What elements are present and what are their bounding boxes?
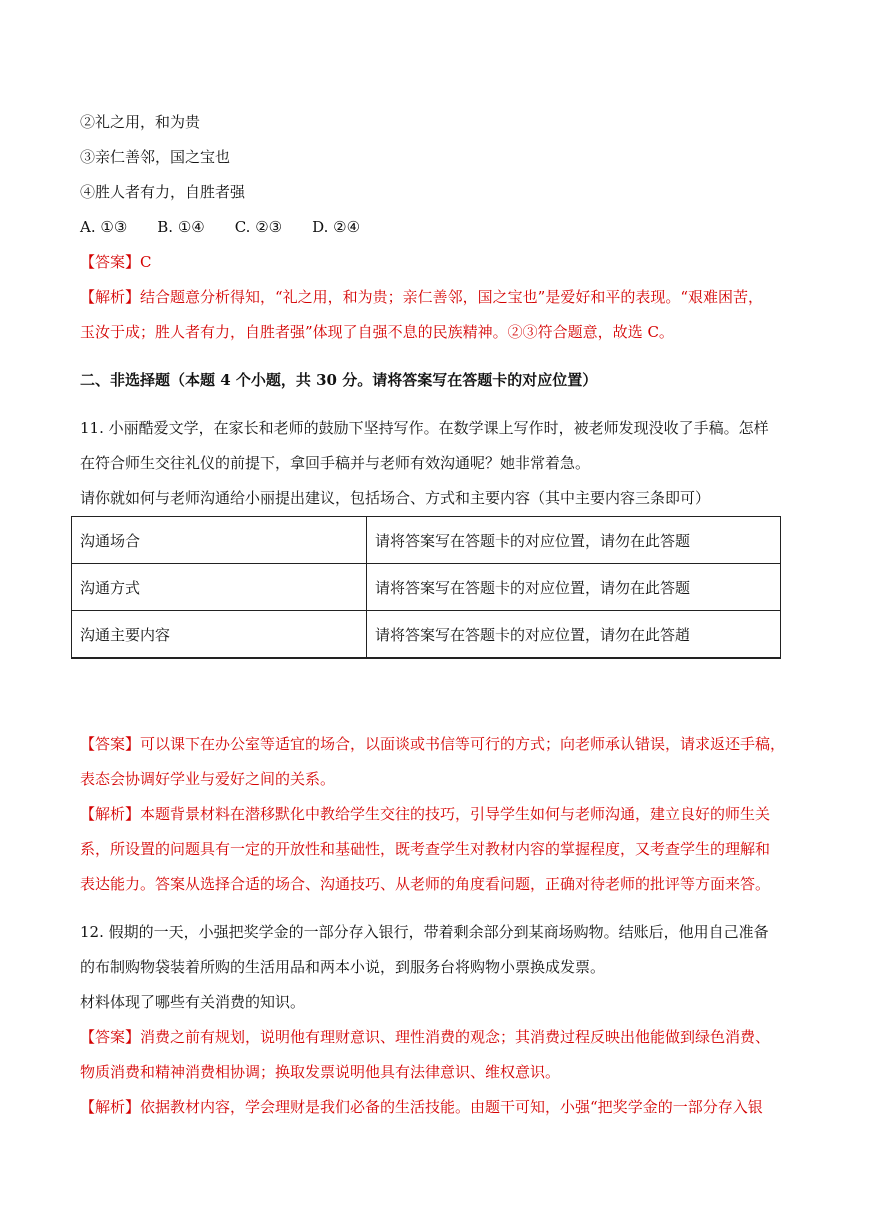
answer-text: C xyxy=(140,253,152,271)
analysis-text: 结合题意分析得知，“礼之用，和为贵；亲仁善邻，国之宝也”是爱好和平的表现。“艰难困苦， xyxy=(140,288,764,306)
row-value: 请将答案写在答题卡的对应位置，请勿在此答题 xyxy=(367,564,781,611)
q11-analysis-line-2: 系，所设置的问题具有一定的开放性和基础性，既考查学生对教材内容的掌握程度，又考查学生的理解和 xyxy=(80,840,771,858)
answer-tag: 【答案】 xyxy=(80,253,141,271)
row-value: 请将答案写在答题卡的对应位置，请勿在此答趙 xyxy=(367,611,781,659)
q12-line-1: 12. 假期的一天，小强把奖学金的一部分存入银行，带着剩余部分到某商场购物。结账后，他用自己准备 xyxy=(80,923,769,941)
analysis-text: 依据教材内容，学会理财是我们必备的生活技能。由题干可知，小强“把奖学金的一部分存入银 xyxy=(140,1098,763,1116)
row-value: 请将答案写在答题卡的对应位置，请勿在此答题 xyxy=(367,517,781,564)
option-4: ④胜人者有力，自胜者强 xyxy=(80,183,246,201)
q11-answer-line-2: 表态会协调好学业与爱好之间的关系。 xyxy=(80,770,336,788)
q12-answer-line-1 xyxy=(80,1027,770,1047)
communication-table xyxy=(71,516,781,659)
q11-answer-line-1 xyxy=(80,734,785,754)
q12-answer-line-2: 物质消费和精神消费相协调；换取发票说明他具有法律意识、维权意识。 xyxy=(80,1063,561,1081)
q12-analysis-line-1 xyxy=(80,1097,763,1117)
analysis-tag: 【解析】 xyxy=(80,1098,141,1116)
option-2: ②礼之用，和为贵 xyxy=(80,113,201,131)
q11-analysis-line-1 xyxy=(80,804,770,824)
q12-line-2: 的布制购物袋装着所购的生活用品和两本小说，到服务台将购物小票换成发票。 xyxy=(80,958,606,976)
q10-answer xyxy=(80,252,152,272)
answer-text: 消费之前有规划，说明他有理财意识、理性消费的观念；其消费过程反映出他能做到绿色消费、 xyxy=(140,1028,771,1046)
row-label: 沟通场合 xyxy=(72,517,367,564)
row-label: 沟通主要内容 xyxy=(72,611,367,659)
answer-text: 可以课下在办公室等适宜的场合，以面谈或书信等可行的方式；向老师承认错误，请求返还手稿， xyxy=(140,735,786,753)
analysis-tag: 【解析】 xyxy=(80,288,141,306)
q12-line-3: 材料体现了哪些有关消费的知识。 xyxy=(80,993,306,1011)
answer-tag: 【答案】 xyxy=(80,1028,141,1046)
q11-analysis-line-3: 表达能力。答案从选择合适的场合、沟通技巧、从老师的角度看问题，正确对待老师的批评等方面来答。 xyxy=(80,875,771,893)
option-3: ③亲仁善邻，国之宝也 xyxy=(80,148,231,166)
section-heading: 二、非选择题（本题 4 个小题，共 30 分。请将答案写在答题卡的对应位置） xyxy=(80,371,598,389)
analysis-text: 本题背景材料在潜移默化中教给学生交往的技巧，引导学生如何与老师沟通，建立良好的师生关 xyxy=(140,805,771,823)
q11-line-3: 请你就如何与老师沟通给小丽提出建议，包括场合、方式和主要内容（其中主要内容三条即可） xyxy=(80,489,711,507)
q11-line-1: 11. 小丽酷爱文学，在家长和老师的鼓励下坚持写作。在数学课上写作时，被老师发现没收了手稿。怎样 xyxy=(80,419,769,437)
table-row xyxy=(72,611,781,659)
q10-analysis-line-2: 玉汝于成；胜人者有力，自胜者强”体现了自强不息的民族精神。②③符合题意，故选 C。 xyxy=(80,323,674,341)
analysis-tag: 【解析】 xyxy=(80,805,141,823)
q10-analysis-line-1 xyxy=(80,287,763,307)
row-label: 沟通方式 xyxy=(72,564,367,611)
answer-tag: 【答案】 xyxy=(80,735,141,753)
answer-choices: A. ①③ B. ①④ C. ②③ D. ②④ xyxy=(80,218,361,236)
table-row xyxy=(72,564,781,611)
table-row xyxy=(72,517,781,564)
q11-line-2: 在符合师生交往礼仪的前提下，拿回手稿并与老师有效沟通呢？她非常着急。 xyxy=(80,454,591,472)
